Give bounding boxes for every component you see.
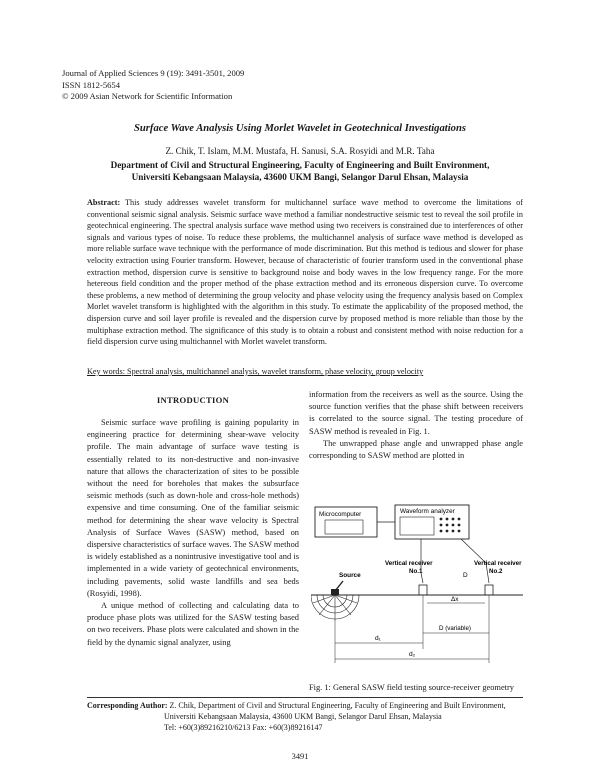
- d-label: D: [463, 572, 468, 579]
- journal-citation: Journal of Applied Sciences 9 (19): 3491-3501, 2009: [62, 68, 245, 78]
- receiver-1-label: Vertical receiver: [385, 560, 433, 567]
- d2-label: d₂: [409, 651, 416, 658]
- corresponding-label: Corresponding Author:: [87, 701, 168, 710]
- dx-label: Δx: [451, 596, 459, 603]
- receiver-2-number: No.2: [489, 568, 503, 575]
- receiver-2-label: Vertical receiver: [474, 560, 522, 567]
- affiliation-line-2: Universiti Kebangsaan Malaysia, 43600 UKM Bangi, Selangor Darul Ehsan, Malaysia: [131, 172, 469, 182]
- abstract-label: Abstract:: [87, 198, 121, 207]
- receiver-2-sensor: [485, 585, 493, 595]
- figure-caption: Fig. 1: General SASW field testing source-receiver geometry: [309, 683, 514, 692]
- waveform-analyzer-label: Waveform analyzer: [400, 508, 455, 515]
- footnote-divider: [87, 697, 523, 698]
- affiliation: [0, 159, 600, 183]
- introduction-heading: INTRODUCTION: [156, 395, 230, 405]
- right-column-text: [309, 389, 523, 462]
- figure-1: [311, 503, 523, 673]
- wave-rays: [313, 595, 357, 621]
- journal-header: [62, 68, 244, 103]
- abstract: [87, 197, 523, 348]
- page-number: 3491: [291, 752, 309, 761]
- author-list: Z. Chik, T. Islam, M.M. Mustafa, H. Sanusi, S.A. Rosyidi and M.R. Taha: [165, 146, 435, 156]
- abstract-text: This study addresses wavelet transform for multichannel surface wave method to overcome the limitations of conventional seismic signal analysis. Seismic surface wave method a familiar nondestructive seismic test to reveal the soil profile in geotechnical engineering. The spectral analysis surface wave method using two receivers is constrained due to interferences of other signals and various types of noise. To reduce these problems, the multichannel analysis of surface wave method is developed as more reliable surface wave technique with the performance of mode discrimination. But this method is tedious and slower for phase velocity extraction using Fourier transform. However, because of characteristic of fourier transform used in the conventional phase extraction method, dispersion curve is sensitive to background noise and body waves in the low frequency range. For the more hetereous field condition and the proper method of the phase extraction method and its erroneous dispersion curve. To overcome these problems, a new method of determining the group velocity and phase velocity using the frequency analysis based on Complex Morlet wavelet transform is highlighted with the algorithm in this study. To estimate the applicability of the proposed method, the dispersion curve and soil layer profile is revealed and the dispersion curve by proposed method is more reliable than those by the multiphase extraction method. The significance of this study is to obtain a robust and consistent method with noise reduction for a field dispersion curve using multichannel with Morlet wavelet transform.: [87, 198, 524, 347]
- paper-title: Surface Wave Analysis Using Morlet Wavelet in Geotechnical Investigations: [134, 123, 466, 134]
- source-label: Source: [339, 572, 361, 579]
- analyzer-knobs: [440, 518, 461, 533]
- intro-paragraph-1: Seismic surface wave profiling is gaining popularity in engineering practice for determining shear-wave velocity profile. The main advantage of surface wave testing is essentially related to its non-destructive and non-invasive nature that allows the characterization of sites to be possible without the need for boreholes that makes the subsurface seismic methods (such as down-hole and cross-hole methods) expensive and time consuming. One of the familiar seismic method for determining the shear wave velocity is Spectral Analysis of Surface Waves (SASW) method, based on dispersive characteristics of surface waves. The SASW method is widely established as a nonintrusive investigative tool and is implemented in a wide variety of geotechnical environments, including pavements, solid waste landfills and sea beds (Rosyidi, 1998).: [87, 418, 299, 598]
- journal-copyright: © 2009 Asian Network for Scientific Information: [62, 91, 233, 101]
- introduction-body: [87, 417, 299, 649]
- keywords: Key words: Spectral analysis, multichannel analysis, wavelet transform, phase velocity, group velocity: [87, 367, 424, 376]
- receiver-1-sensor: [419, 585, 427, 595]
- sasw-geometry-diagram: [311, 503, 523, 673]
- affiliation-line-1: Department of Civil and Structural Engineering, Faculty of Engineering and Built Environment,: [110, 160, 490, 170]
- receiver-1-number: No.1: [409, 568, 423, 575]
- source-hammer-head: [331, 589, 339, 595]
- journal-issn: ISSN 1812-5654: [62, 79, 121, 90]
- d1-label: d₁: [375, 635, 381, 642]
- microcomputer-screen: [325, 520, 363, 534]
- corresponding-line-1: Z. Chik, Department of Civil and Structural Engineering, Faculty of Engineering and Built Environment,: [169, 701, 506, 710]
- d-variable-label: D (variable): [439, 625, 471, 632]
- right-paragraph-2: The unwrapped phase angle and unwrapped phase angle corresponding to SASW method are plotted in: [309, 438, 523, 461]
- right-paragraph-1: information from the receivers as well as the source. Using the source function verifies that the phase shift between receivers is correlated to the source signal. The testing procedure of SASW method is revealed in Fig. 1.: [309, 390, 523, 436]
- corresponding-line-2: Universiti Kebangsaan Malaysia, 43600 UKM Bangi, Selangor Darul Ehsan, Malaysia: [164, 712, 442, 721]
- microcomputer-label: Microcomputer: [319, 511, 362, 518]
- analyzer-screen: [400, 517, 434, 535]
- corresponding-line-3: Tel: +60(3)89216210/6213 Fax: +60(3)89216147: [164, 723, 323, 732]
- intro-paragraph-2: A unique method of collecting and calculating data to produce phase plots was utilized for the SASW testing based on two receivers. Phase plots were calculated and shown in the field by the dynamic signal analyzer, using: [87, 601, 299, 647]
- corresponding-author: [87, 700, 523, 733]
